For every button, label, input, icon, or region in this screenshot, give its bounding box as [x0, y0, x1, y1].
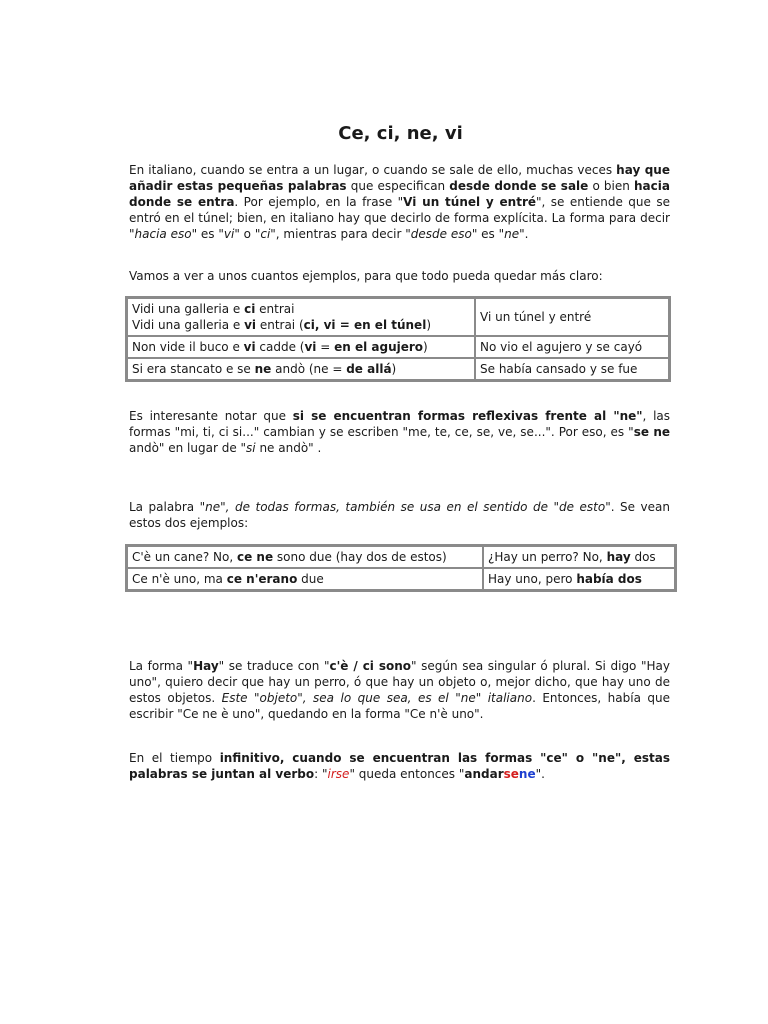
table-row [127, 298, 669, 336]
table-row [127, 568, 675, 590]
table-cell-spanish: Vi un túnel y entré [475, 298, 669, 336]
examples-intro: Vamos a ver a unos cuantos ejemplos, para que todo pueda quedar más claro: [129, 269, 603, 283]
infinitive-paragraph: En el tiempo infinitivo, cuando se encuentran las formas "ce" o "ne", estas palabras se juntan al verbo: "irse" queda entonces "andarsene". [129, 751, 670, 781]
table-cell-italian: Vidi una galleria e ci entrai Vidi una galleria e vi entrai (ci, vi = en el túnel) [127, 298, 475, 336]
reflexive-paragraph: Es interesante notar que si se encuentran formas reflexivas frente al "ne", las formas "mi, ti, ci si..." cambian y se escriben "me, te, ce, se, ve, se...". Por eso, es "se ne andò" en lugar de "si ne andò" . [129, 409, 671, 455]
table-cell-spanish: Hay uno, pero había dos [483, 568, 675, 590]
examples-table [125, 296, 671, 382]
table-cell-spanish: No vio el agujero y se cayó [475, 336, 669, 358]
hay-paragraph: La forma "Hay" se traduce con "c'è / ci sono" según sea singular ó plural. Si digo "Hay uno", quiero decir que hay un perro, ó que hay un objeto o, mejor dicho, que hay uno de estos objetos. Este "objeto", sea lo que sea, es el "ne" italiano. Entonces, había que escribir "Ce ne è uno", quedando en la forma "Ce n'è uno". [129, 659, 671, 721]
table-cell-spanish: Se había cansado y se fue [475, 358, 669, 380]
table-row [127, 546, 675, 568]
table-cell-spanish: ¿Hay un perro? No, hay dos [483, 546, 675, 568]
table-row [127, 358, 669, 380]
intro-paragraph: En italiano, cuando se entra a un lugar, o cuando se sale de ello, muchas veces hay que añadir estas pequeñas palabras que especifican desde donde se sale o bien hacia donde se entra. Por ejemplo, en la frase "Vi un túnel y entré", se entiende que se entró en el túnel; bien, en italiano hay que decirlo de forma explícita. La forma para decir "hacia eso" es "vi" o "ci", mientras para decir "desde eso" es "ne". [129, 163, 670, 241]
table-cell-italian: C'è un cane? No, ce ne sono due (hay dos de estos) [127, 546, 483, 568]
table-cell-italian: Non vide il buco e vi cadde (vi = en el agujero) [127, 336, 475, 358]
table-cell-italian: Ce n'è uno, ma ce n'erano due [127, 568, 483, 590]
ne-examples-table [125, 544, 677, 592]
table-row [127, 336, 669, 358]
table-cell-italian: Si era stancato e se ne andò (ne = de allá) [127, 358, 475, 380]
ne-sense-paragraph: La palabra "ne", de todas formas, también se usa en el sentido de "de esto". Se vean estos dos ejemplos: [129, 500, 671, 530]
page-title: Ce, ci, ne, vi [338, 123, 463, 144]
